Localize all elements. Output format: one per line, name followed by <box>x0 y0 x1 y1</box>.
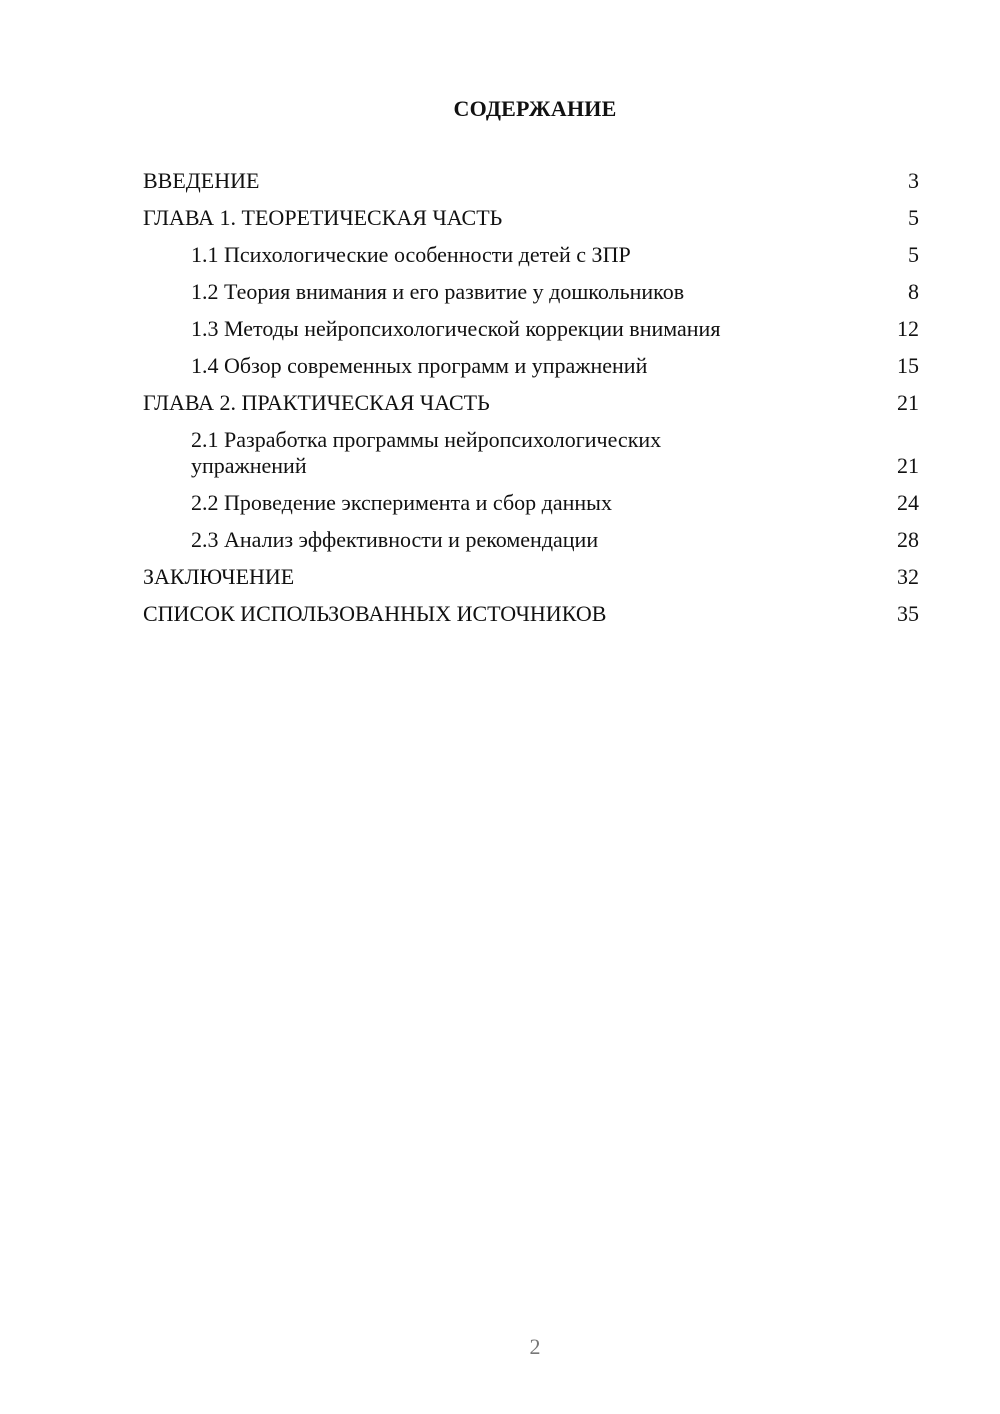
toc-entry-label: СПИСОК ИСПОЛЬЗОВАННЫХ ИСТОЧНИКОВ <box>143 601 607 626</box>
page-title: СОДЕРЖАНИЕ <box>453 96 617 121</box>
page-number: 2 <box>529 1334 541 1359</box>
toc-entry <box>143 490 919 516</box>
toc-entry-label: ВВЕДЕНИЕ <box>143 168 260 193</box>
toc-entry-page: 5 <box>908 242 919 267</box>
table-of-contents <box>143 168 919 638</box>
toc-entry <box>143 353 919 379</box>
toc-entry-label: ГЛАВА 1. ТЕОРЕТИЧЕСКАЯ ЧАСТЬ <box>143 205 503 230</box>
toc-entry <box>143 564 919 590</box>
toc-entry-label: ЗАКЛЮЧЕНИЕ <box>143 564 295 589</box>
toc-entry-label: 2.3 Анализ эффективности и рекомендации <box>191 527 599 552</box>
toc-entry <box>143 242 919 268</box>
toc-entry-page: 21 <box>897 453 919 478</box>
toc-entry-page: 5 <box>908 205 919 230</box>
toc-entry-label: 2.1 Разработка программы нейропсихологических упражнений <box>191 427 662 478</box>
toc-entry-label: 1.3 Методы нейропсихологической коррекции внимания <box>191 316 721 341</box>
toc-entry-page: 32 <box>897 564 919 589</box>
toc-entry <box>143 390 919 416</box>
toc-entry-page: 12 <box>897 316 919 341</box>
toc-entry <box>143 168 919 194</box>
toc-entry-page: 21 <box>897 390 919 415</box>
toc-entry-label: 1.2 Теория внимания и его развитие у дошкольников <box>191 279 685 304</box>
toc-entry <box>143 427 919 479</box>
toc-entry-page: 35 <box>897 601 919 626</box>
toc-entry-page: 24 <box>897 490 919 515</box>
toc-entry-page: 8 <box>908 279 919 304</box>
toc-entry-page: 28 <box>897 527 919 552</box>
toc-entry <box>143 279 919 305</box>
toc-entry-page: 15 <box>897 353 919 378</box>
toc-entry <box>143 601 919 627</box>
toc-entry-page: 3 <box>908 168 919 193</box>
toc-entry-label: ГЛАВА 2. ПРАКТИЧЕСКАЯ ЧАСТЬ <box>143 390 490 415</box>
toc-entry <box>143 527 919 553</box>
toc-entry <box>143 316 919 342</box>
toc-entry-label: 1.4 Обзор современных программ и упражнений <box>191 353 648 378</box>
toc-entry <box>143 205 919 231</box>
toc-entry-label: 2.2 Проведение эксперимента и сбор данных <box>191 490 612 515</box>
toc-entry-label: 1.1 Психологические особенности детей с ЗПР <box>191 242 631 267</box>
